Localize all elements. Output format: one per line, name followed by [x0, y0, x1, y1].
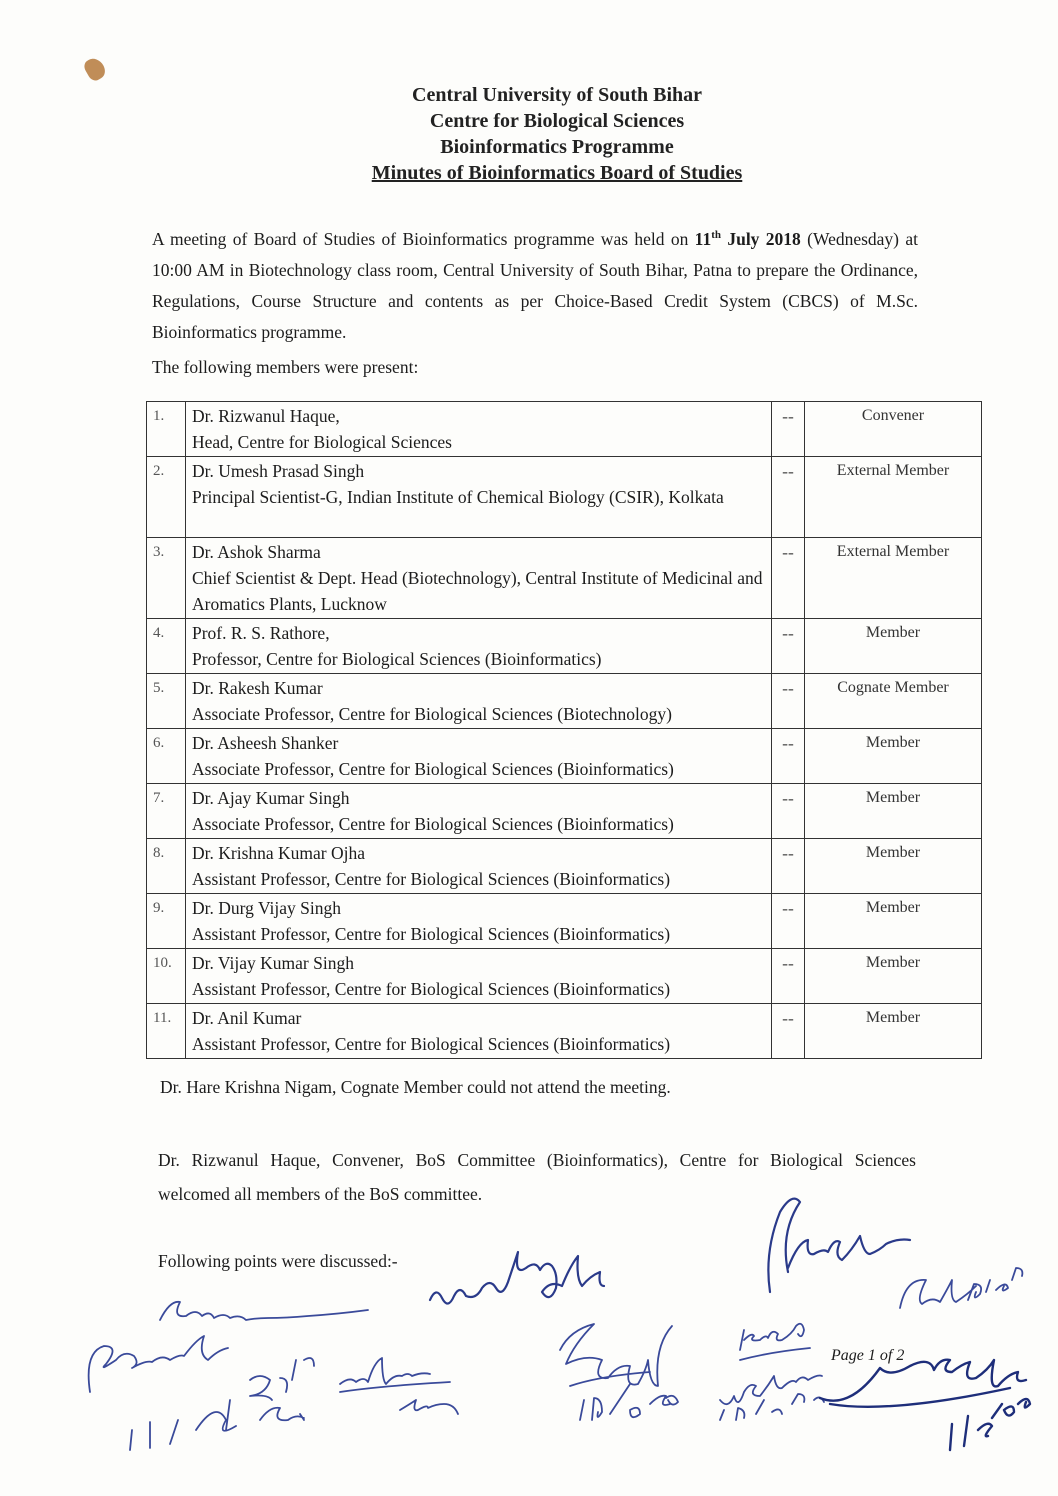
member-role: Member	[805, 839, 982, 894]
member-details	[186, 402, 772, 457]
member-details	[186, 949, 772, 1004]
intro-text-2: (Wednesday) at 10:00 AM in Biotechnology class room, Central University of South Bihar, Patna to prepare the Ordinance, Regulations, Course Structure and contents as per Choice-Based Credit System (CBCS) of M.Sc. Bioinformatics programme.	[152, 228, 918, 342]
member-number: 4.	[147, 619, 186, 674]
member-designation: Associate Professor, Centre for Biological Sciences (Biotechnology)	[192, 704, 672, 724]
signature-rakesh	[89, 1336, 314, 1450]
member-role: External Member	[805, 457, 982, 538]
stain-mark	[82, 55, 109, 83]
member-details	[186, 619, 772, 674]
member-role: Cognate Member	[805, 674, 982, 729]
member-designation: Assistant Professor, Centre for Biological Sciences (Bioinformatics)	[192, 869, 671, 889]
member-number: 8.	[147, 839, 186, 894]
member-details	[186, 1004, 772, 1059]
points-label: Following points were discussed:-	[158, 1251, 398, 1271]
member-number: 1.	[147, 402, 186, 457]
member-number: 6.	[147, 729, 186, 784]
member-name: Dr. Rizwanul Haque,	[192, 406, 340, 426]
member-row	[147, 949, 982, 1004]
university-name: Central University of South Bihar	[412, 84, 702, 106]
signature-asheesh	[260, 1358, 458, 1420]
intro-paragraph	[152, 220, 918, 348]
member-designation: Associate Professor, Centre for Biological Sciences (Bioinformatics)	[192, 814, 674, 834]
member-dash: --	[772, 674, 805, 729]
signature-ashok	[768, 1199, 910, 1292]
member-name: Dr. Ajay Kumar Singh	[192, 788, 350, 808]
member-row	[147, 619, 982, 674]
member-designation: Assistant Professor, Centre for Biological Sciences (Bioinformatics)	[192, 1034, 671, 1054]
member-designation: Professor, Centre for Biological Sciences (Bioinformatics)	[192, 649, 602, 669]
date-suffix: th	[711, 229, 721, 241]
member-row	[147, 674, 982, 729]
member-role: Member	[805, 1004, 982, 1059]
member-role: Member	[805, 894, 982, 949]
member-designation: Associate Professor, Centre for Biological Sciences (Bioinformatics)	[192, 759, 674, 779]
member-designation: Assistant Professor, Centre for Biological Sciences (Bioinformatics)	[192, 924, 671, 944]
member-row	[147, 839, 982, 894]
member-dash: --	[772, 538, 805, 619]
member-name: Dr. Vijay Kumar Singh	[192, 953, 354, 973]
member-details	[186, 457, 772, 538]
signature-durg	[560, 1324, 678, 1420]
document-title: Minutes of Bioinformatics Board of Studies	[371, 162, 743, 184]
member-name: Dr. Anil Kumar	[192, 1008, 302, 1028]
date-day: 11	[694, 228, 712, 249]
signature-haque	[820, 1360, 1030, 1450]
member-row	[147, 402, 982, 457]
member-designation: Assistant Professor, Centre for Biological Sciences (Bioinformatics)	[192, 979, 671, 999]
programme-name: Bioinformatics Programme	[440, 136, 674, 158]
member-dash: --	[772, 457, 805, 538]
member-name: Dr. Durg Vijay Singh	[192, 898, 342, 918]
member-designation: Head, Centre for Biological Sciences	[192, 432, 452, 452]
page-number: Page 1 of 2	[831, 1347, 905, 1364]
member-dash: --	[772, 619, 805, 674]
document-header	[0, 82, 1058, 186]
signature-krishna	[740, 1324, 810, 1360]
member-details	[186, 839, 772, 894]
member-role: Member	[805, 729, 982, 784]
member-number: 2.	[147, 457, 186, 538]
member-number: 7.	[147, 784, 186, 839]
member-row	[147, 538, 982, 619]
welcome-paragraph: Dr. Rizwanul Haque, Convener, BoS Committee (Bioinformatics), Centre for Biological Sciences welcomed all members of the BoS committee.	[158, 1150, 916, 1204]
member-name: Dr. Krishna Kumar Ojha	[192, 843, 366, 863]
member-number: 9.	[147, 894, 186, 949]
signature-umesh	[430, 1252, 604, 1304]
member-details	[186, 538, 772, 619]
member-number: 11.	[147, 1004, 186, 1059]
member-details	[186, 784, 772, 839]
member-name: Dr. Rakesh Kumar	[192, 678, 323, 698]
member-dash: --	[772, 894, 805, 949]
absent-note: Dr. Hare Krishna Nigam, Cognate Member could not attend the meeting.	[160, 1077, 671, 1097]
member-role: External Member	[805, 538, 982, 619]
member-dash: --	[772, 729, 805, 784]
date-rest: July 2018	[721, 228, 801, 249]
member-details	[186, 894, 772, 949]
member-row	[147, 457, 982, 538]
signature-left-top	[160, 1302, 368, 1320]
member-role: Convener	[805, 402, 982, 457]
present-label: The following members were present:	[152, 357, 419, 377]
member-row	[147, 729, 982, 784]
members-table	[146, 401, 982, 1059]
member-role: Member	[805, 619, 982, 674]
member-designation: Principal Scientist-G, Indian Institute of Chemical Biology (CSIR), Kolkata	[192, 487, 724, 507]
member-details	[186, 729, 772, 784]
member-row	[147, 894, 982, 949]
member-name: Dr. Asheesh Shanker	[192, 733, 339, 753]
meeting-date	[695, 229, 801, 249]
member-number: 3.	[147, 538, 186, 619]
member-dash: --	[772, 839, 805, 894]
member-details	[186, 674, 772, 729]
member-name: Dr. Ashok Sharma	[192, 542, 321, 562]
member-designation: Chief Scientist & Dept. Head (Biotechnology), Central Institute of Medicinal and Aromatics Plants, Lucknow	[192, 568, 763, 614]
member-row	[147, 1004, 982, 1059]
member-dash: --	[772, 784, 805, 839]
member-role: Member	[805, 784, 982, 839]
member-row	[147, 784, 982, 839]
centre-name: Centre for Biological Sciences	[429, 110, 685, 132]
member-dash: --	[772, 1004, 805, 1059]
member-dash: --	[772, 949, 805, 1004]
signature-ajay	[900, 1268, 1022, 1308]
member-number: 10.	[147, 949, 186, 1004]
intro-text-1: A meeting of Board of Studies of Bioinformatics programme was held on	[152, 228, 695, 249]
signature-vijay	[720, 1376, 824, 1421]
member-dash: --	[772, 402, 805, 457]
member-number: 5.	[147, 674, 186, 729]
member-role: Member	[805, 949, 982, 1004]
member-name: Prof. R. S. Rathore,	[192, 623, 330, 643]
member-name: Dr. Umesh Prasad Singh	[192, 461, 365, 481]
